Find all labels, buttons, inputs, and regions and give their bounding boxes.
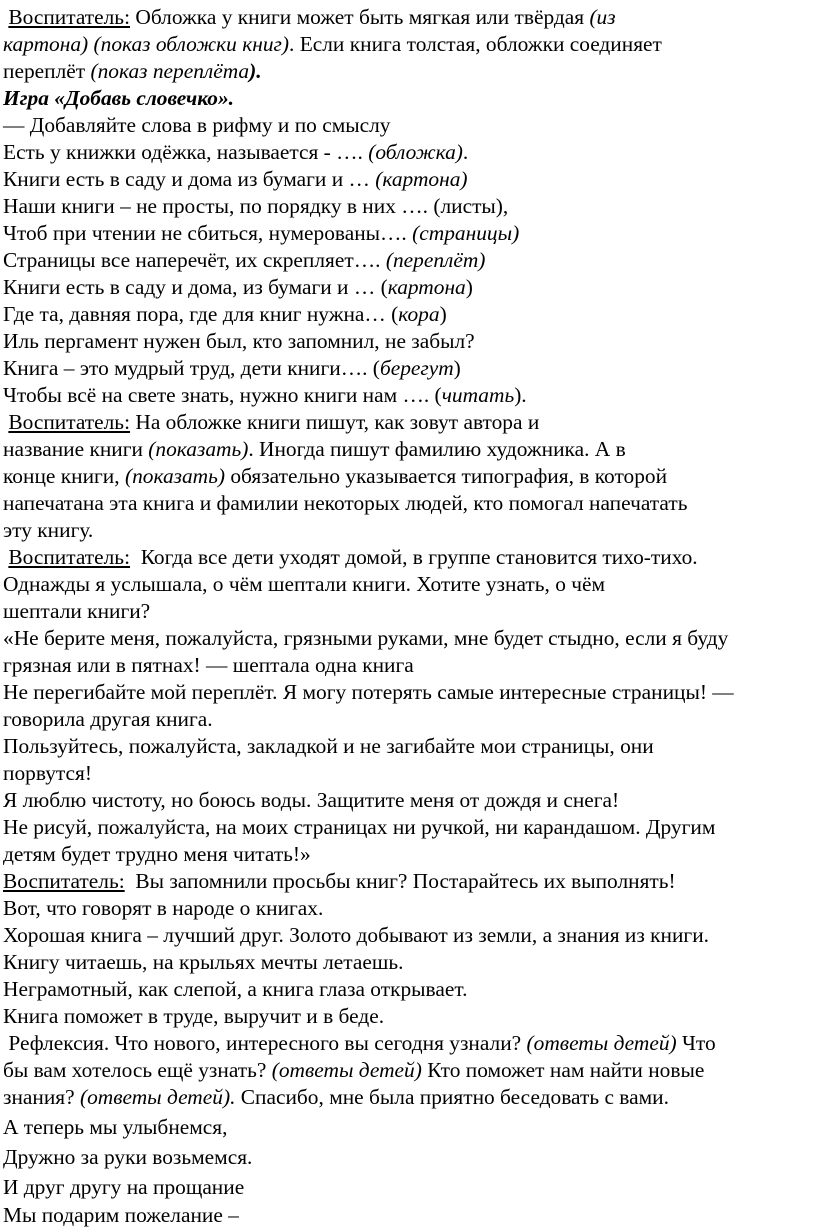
reflection-line-1 <box>3 1029 716 1057</box>
speaker-label: Воспитатель: <box>8 5 131 29</box>
text: ). <box>514 383 527 407</box>
paragraph-3-line-1 <box>3 543 698 571</box>
paragraph-2-line-4: напечатана эта книга и фамилии некоторых людей, кто помогал напечатать <box>3 491 688 515</box>
game-title: Игра «Добавь словечко». <box>3 86 234 110</box>
speaker-label: Воспитатель: <box>3 869 125 893</box>
whisper-line: порвутся! <box>3 761 92 785</box>
game-line <box>3 111 390 139</box>
paragraph-1-line-2 <box>3 30 662 58</box>
game-line <box>3 192 508 220</box>
text: ) <box>465 275 473 299</box>
proverb-line: Вот, что говорят в народе о книгах. <box>3 896 324 920</box>
text: ) <box>453 356 461 380</box>
text: Иль пергамент нужен был, кто запомнил, не забыл? <box>3 329 475 353</box>
game-line <box>3 138 468 166</box>
game-line <box>3 354 461 382</box>
text: Страницы все наперечёт, их скрепляет…. <box>3 248 386 272</box>
poem-line: И друг другу на прощание <box>3 1175 245 1199</box>
italic-text: картона) (показ обложки книг) <box>3 32 289 56</box>
italic-text: (показать) <box>148 437 249 461</box>
paragraph-3-line-3: шептали книги? <box>3 599 151 623</box>
paragraph-2-line-5: эту книгу. <box>3 518 94 542</box>
text: Вы запомнили просьбы книг? Постарайтесь их выполнять! <box>135 869 676 893</box>
paragraph-1-line-3 <box>3 57 262 85</box>
text: Спасибо, мне была приятно беседовать с вами. <box>235 1085 669 1109</box>
paragraph-1-line-1 <box>3 3 616 31</box>
proverb-line: Неграмотный, как слепой, а книга глаза открывает. <box>3 977 468 1001</box>
whisper-line: «Не берите меня, пожалуйста, грязными руками, мне будет стыдно, если я буду <box>3 626 729 650</box>
poem-line: А теперь мы улыбнемся, <box>3 1115 228 1139</box>
text: Чтоб при чтении не сбиться, нумерованы…. <box>3 221 413 245</box>
proverb-line: Хорошая книга – лучший друг. Золото добывают из земли, а знания из книги. <box>3 923 709 947</box>
game-line <box>3 381 527 409</box>
whisper-line: Не рисуй, пожалуйста, на моих страницах ни ручкой, ни карандашом. Другим <box>3 815 716 839</box>
paragraph-2-line-2 <box>3 435 626 463</box>
reflection-line-3 <box>3 1083 669 1111</box>
text: обязательно указывается типография, в которой <box>224 464 668 488</box>
game-line <box>3 273 473 301</box>
text: Книги есть в саду и дома, из бумаги и … ( <box>3 275 388 299</box>
whisper-line: детям будет трудно меня читать!» <box>3 842 311 866</box>
proverb-line: Книгу читаешь, на крыльях мечты летаешь. <box>3 950 404 974</box>
text: Есть у книжки одёжка, называется - …. <box>3 140 369 164</box>
answer: (переплёт) <box>385 248 486 272</box>
game-line <box>3 219 519 247</box>
whisper-line: говорила другая книга. <box>3 707 213 731</box>
answer: кора <box>398 302 440 326</box>
paragraph-4-line-1 <box>3 867 676 895</box>
text: Книги есть в саду и дома из бумаги и … <box>3 167 376 191</box>
whisper-line: Пользуйтесь, пожалуйста, закладкой и не загибайте мои страницы, они <box>3 734 654 758</box>
text: Наши книги – не просты, по порядку в них …. (листы), <box>3 194 509 218</box>
italic-text: (ответы детей) <box>526 1031 677 1055</box>
bold-text: ). <box>249 59 262 83</box>
italic-text: (показать) <box>124 464 225 488</box>
text: бы вам хотелось ещё узнать? <box>3 1058 272 1082</box>
italic-text: (показ переплёта <box>90 59 250 83</box>
speaker-label: Воспитатель: <box>8 410 131 434</box>
text: — Добавляйте слова в рифму и по смыслу <box>3 113 391 137</box>
answer: читать <box>441 383 515 407</box>
poem-line: Мы подарим пожелание – <box>3 1203 239 1227</box>
paragraph-3-line-2: Однажды я услышала, о чём шептали книги. Хотите узнать, о чём <box>3 572 606 596</box>
game-line <box>3 327 475 355</box>
italic-text: (ответы детей) <box>271 1058 422 1082</box>
answer: (картона) <box>375 167 468 191</box>
italic-text: (ответы детей). <box>79 1085 236 1109</box>
text: название книги <box>3 437 149 461</box>
text: . Иногда пишут фамилию художника. А в <box>248 437 626 461</box>
reflection-line-2 <box>3 1056 704 1084</box>
text: . Если книга толстая, обложки соединяет <box>289 32 662 56</box>
paragraph-2-line-3 <box>3 462 667 490</box>
answer: (обложка) <box>368 140 463 164</box>
text: ) <box>439 302 447 326</box>
game-line <box>3 300 447 328</box>
whisper-line: Я люблю чистоту, но боюсь воды. Защитите меня от дождя и снега! <box>3 788 620 812</box>
game-line <box>3 165 468 193</box>
text: знания? <box>3 1085 80 1109</box>
text: Книга – это мудрый труд, дети книги…. ( <box>3 356 380 380</box>
answer: берегут <box>379 356 454 380</box>
answer: картона <box>387 275 466 299</box>
text: Что <box>676 1031 716 1055</box>
whisper-line: Не перегибайте мой переплёт. Я могу потерять самые интересные страницы! — <box>3 680 734 704</box>
italic-text: (из <box>589 5 616 29</box>
text: . <box>462 140 469 164</box>
text: переплёт <box>3 59 91 83</box>
text: конце книги, <box>3 464 125 488</box>
paragraph-2-line-1 <box>3 408 539 436</box>
game-line <box>3 246 485 274</box>
text: На обложке книги пишут, как зовут автора и <box>135 410 540 434</box>
text: Кто поможет нам найти новые <box>421 1058 705 1082</box>
answer: (страницы) <box>412 221 520 245</box>
speaker-label: Воспитатель: <box>8 545 131 569</box>
text: Где та, давняя пора, где для книг нужна… ( <box>3 302 399 326</box>
poem-line: Дружно за руки возьмемся. <box>3 1145 253 1169</box>
text: Когда все дети уходят домой, в группе становится тихо-тихо. <box>140 545 698 569</box>
whisper-line: грязная или в пятнах! — шептала одна книга <box>3 653 414 677</box>
text: Рефлексия. Что нового, интересного вы сегодня узнали? <box>8 1031 527 1055</box>
text: Чтобы всё на свете знать, нужно книги нам …. ( <box>3 383 442 407</box>
proverb-line: Книга поможет в труде, выручит и в беде. <box>3 1004 385 1028</box>
text: Обложка у книги может быть мягкая или твёрдая <box>135 5 590 29</box>
